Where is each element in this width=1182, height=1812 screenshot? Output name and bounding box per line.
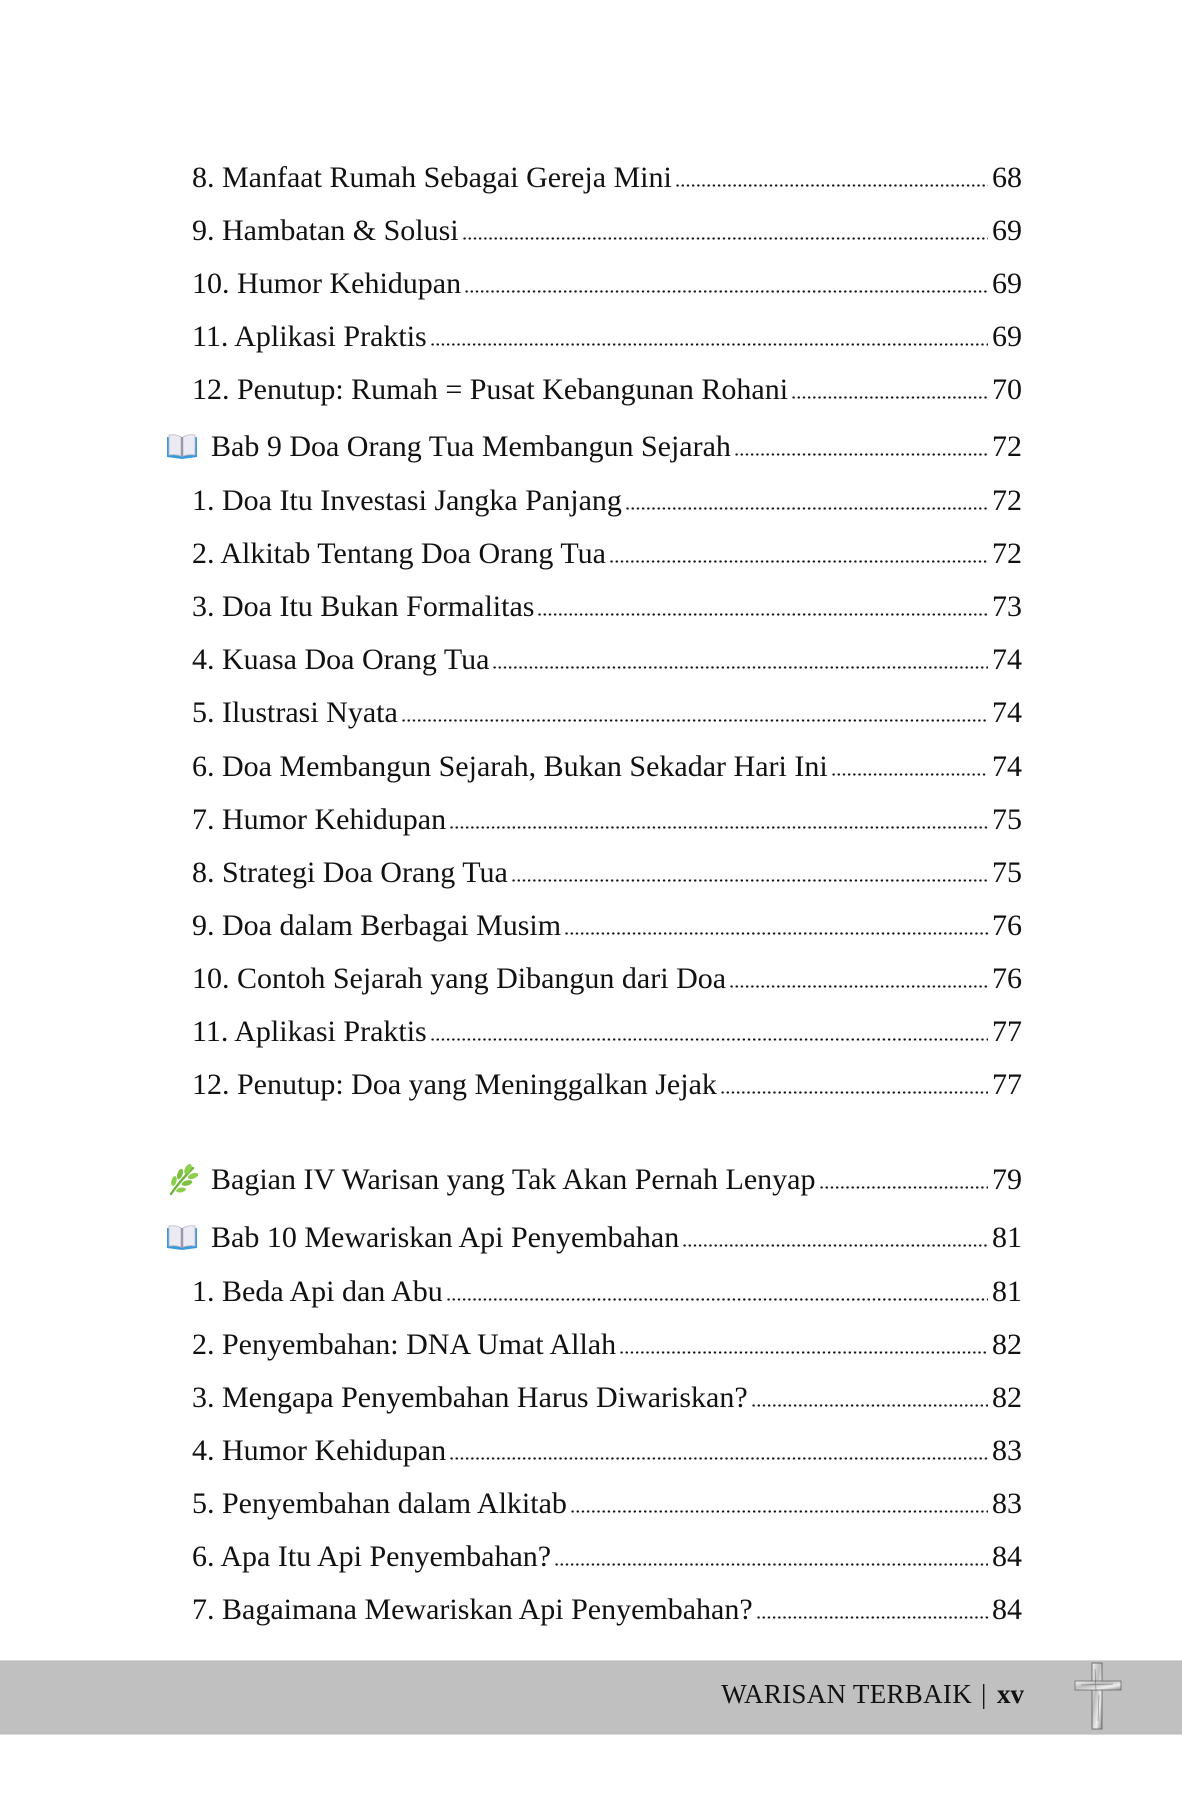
cross-icon bbox=[1073, 1661, 1123, 1731]
entry-page-number: 75 bbox=[992, 856, 1022, 889]
dot-leader bbox=[401, 698, 988, 728]
toc-entry[interactable] bbox=[192, 853, 1022, 893]
toc-entry[interactable] bbox=[192, 1065, 1022, 1105]
toc-entry[interactable] bbox=[192, 1537, 1022, 1577]
dot-leader bbox=[537, 592, 988, 622]
entry-title: 5. Penyembahan dalam Alkitab bbox=[192, 1487, 567, 1520]
toc-entry[interactable] bbox=[192, 587, 1022, 627]
entry-title: 4. Kuasa Doa Orang Tua bbox=[192, 643, 490, 676]
entry-page-number: 69 bbox=[992, 267, 1022, 300]
toc-entry[interactable] bbox=[192, 800, 1022, 840]
dot-leader bbox=[446, 1277, 988, 1307]
entry-title: 6. Apa Itu Api Penyembahan? bbox=[192, 1540, 552, 1573]
dot-leader bbox=[729, 964, 988, 994]
entry-title: Bab 10 Mewariskan Api Penyembahan bbox=[211, 1221, 680, 1254]
dot-leader bbox=[462, 216, 988, 246]
herb-icon bbox=[164, 1165, 200, 1195]
entry-page-number: 74 bbox=[992, 750, 1022, 783]
toc-entry[interactable] bbox=[192, 693, 1022, 733]
dot-leader bbox=[625, 486, 988, 516]
entry-title: Bab 9 Doa Orang Tua Membangun Sejarah bbox=[211, 430, 731, 463]
toc-entry[interactable] bbox=[192, 1272, 1022, 1312]
entry-page-number: 76 bbox=[992, 909, 1022, 942]
toc-entry[interactable] bbox=[192, 959, 1022, 999]
toc-entry[interactable] bbox=[192, 1012, 1022, 1052]
toc-part-heading[interactable] bbox=[164, 1160, 1022, 1200]
dot-leader bbox=[619, 1330, 988, 1360]
entry-page-number: 73 bbox=[992, 590, 1022, 623]
dot-leader bbox=[449, 805, 988, 835]
entry-page-number: 82 bbox=[992, 1381, 1022, 1414]
entry-title: 12. Penutup: Rumah = Pusat Kebangunan Rohani bbox=[192, 373, 789, 406]
dot-leader bbox=[511, 858, 988, 888]
entry-page-number: 70 bbox=[992, 373, 1022, 406]
open-book-icon bbox=[164, 432, 200, 462]
entry-title: 9. Doa dalam Berbagai Musim bbox=[192, 909, 562, 942]
toc-entry[interactable] bbox=[192, 317, 1022, 357]
dot-leader bbox=[430, 322, 988, 352]
entry-title: 1. Beda Api dan Abu bbox=[192, 1275, 443, 1308]
entry-title: Bagian IV Warisan yang Tak Akan Pernah Lenyap bbox=[211, 1163, 816, 1196]
dot-leader bbox=[430, 1017, 988, 1047]
entry-title: 8. Manfaat Rumah Sebagai Gereja Mini bbox=[192, 161, 672, 194]
toc-entry[interactable] bbox=[192, 534, 1022, 574]
entry-page-number: 77 bbox=[992, 1015, 1022, 1048]
entry-page-number: 75 bbox=[992, 803, 1022, 836]
toc-chapter-heading[interactable] bbox=[164, 1218, 1022, 1258]
toc-entry[interactable] bbox=[192, 158, 1022, 198]
entry-page-number: 72 bbox=[992, 484, 1022, 517]
entry-title: 9. Hambatan & Solusi bbox=[192, 214, 459, 247]
entry-page-number: 76 bbox=[992, 962, 1022, 995]
entry-page-number: 72 bbox=[992, 537, 1022, 570]
entry-page-number: 82 bbox=[992, 1328, 1022, 1361]
dot-leader bbox=[449, 1436, 988, 1466]
dot-leader bbox=[756, 1595, 988, 1625]
toc-entry[interactable] bbox=[192, 1590, 1022, 1630]
dot-leader bbox=[734, 432, 988, 462]
entry-title: 7. Bagaimana Mewariskan Api Penyembahan? bbox=[192, 1593, 753, 1626]
toc-entry[interactable] bbox=[192, 1325, 1022, 1365]
entry-page-number: 69 bbox=[992, 214, 1022, 247]
dot-leader bbox=[464, 269, 988, 299]
footer-book-title: WARISAN TERBAIK bbox=[721, 1679, 972, 1709]
entry-title: 8. Strategi Doa Orang Tua bbox=[192, 856, 508, 889]
entry-title: 11. Aplikasi Praktis bbox=[192, 1015, 427, 1048]
entry-page-number: 79 bbox=[992, 1163, 1022, 1196]
entry-page-number: 72 bbox=[992, 430, 1022, 463]
entry-title: 10. Contoh Sejarah yang Dibangun dari Doa bbox=[192, 962, 727, 995]
entry-title: 4. Humor Kehidupan bbox=[192, 1434, 447, 1467]
dot-leader bbox=[791, 375, 988, 405]
toc-entry[interactable] bbox=[192, 1484, 1022, 1524]
entry-page-number: 84 bbox=[992, 1540, 1022, 1573]
entry-page-number: 68 bbox=[992, 161, 1022, 194]
entry-title: 12. Penutup: Doa yang Meninggalkan Jejak bbox=[192, 1068, 717, 1101]
entry-title: 1. Doa Itu Investasi Jangka Panjang bbox=[192, 484, 622, 517]
entry-title: 5. Ilustrasi Nyata bbox=[192, 696, 398, 729]
entry-page-number: 81 bbox=[992, 1275, 1022, 1308]
entry-page-number: 83 bbox=[992, 1434, 1022, 1467]
open-book-icon bbox=[164, 1223, 200, 1253]
dot-leader bbox=[831, 752, 988, 782]
dot-leader bbox=[564, 911, 988, 941]
footer-page-number: xv bbox=[997, 1679, 1024, 1709]
toc-entry[interactable] bbox=[192, 264, 1022, 304]
entry-page-number: 77 bbox=[992, 1068, 1022, 1101]
dot-leader bbox=[570, 1489, 988, 1519]
dot-leader bbox=[682, 1223, 988, 1253]
entry-title: 6. Doa Membangun Sejarah, Bukan Sekadar Hari Ini bbox=[192, 750, 828, 783]
entry-title: 3. Mengapa Penyembahan Harus Diwariskan? bbox=[192, 1381, 748, 1414]
entry-page-number: 69 bbox=[992, 320, 1022, 353]
dot-leader bbox=[554, 1542, 988, 1572]
entry-page-number: 74 bbox=[992, 643, 1022, 676]
toc-entry[interactable] bbox=[192, 747, 1022, 787]
toc-entry[interactable] bbox=[192, 211, 1022, 251]
entry-page-number: 81 bbox=[992, 1221, 1022, 1254]
dot-leader bbox=[720, 1070, 988, 1100]
toc-entry[interactable] bbox=[192, 481, 1022, 521]
dot-leader bbox=[675, 163, 988, 193]
toc-entry[interactable] bbox=[192, 1378, 1022, 1418]
toc-entry[interactable] bbox=[192, 906, 1022, 946]
toc-entry[interactable] bbox=[192, 370, 1022, 410]
toc-chapter-heading[interactable] bbox=[164, 427, 1022, 467]
dot-leader bbox=[819, 1165, 989, 1195]
footer-separator: | bbox=[981, 1679, 987, 1709]
entry-title: 10. Humor Kehidupan bbox=[192, 267, 462, 300]
dot-leader bbox=[609, 539, 988, 569]
dot-leader bbox=[492, 645, 988, 675]
entry-page-number: 84 bbox=[992, 1593, 1022, 1626]
entry-title: 2. Penyembahan: DNA Umat Allah bbox=[192, 1328, 617, 1361]
toc-entry[interactable] bbox=[192, 640, 1022, 680]
entry-title: 3. Doa Itu Bukan Formalitas bbox=[192, 590, 535, 623]
dot-leader bbox=[751, 1383, 988, 1413]
entry-page-number: 83 bbox=[992, 1487, 1022, 1520]
entry-title: 11. Aplikasi Praktis bbox=[192, 320, 427, 353]
entry-title: 2. Alkitab Tentang Doa Orang Tua bbox=[192, 537, 606, 570]
entry-title: 7. Humor Kehidupan bbox=[192, 803, 447, 836]
entry-page-number: 74 bbox=[992, 696, 1022, 729]
toc-entry[interactable] bbox=[192, 1431, 1022, 1471]
